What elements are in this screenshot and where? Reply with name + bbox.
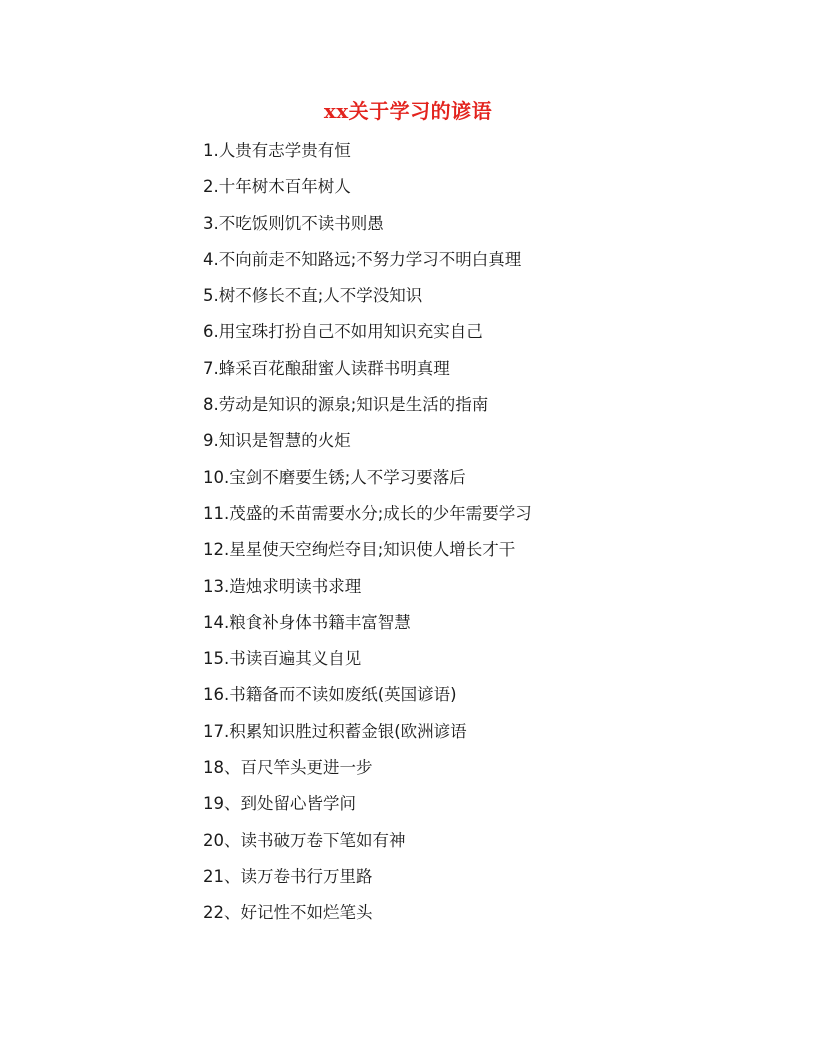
list-item: 6.用宝珠打扮自己不如用知识充实自己 (203, 322, 483, 342)
list-item: 9.知识是智慧的火炬 (203, 431, 351, 451)
list-item: 12.星星使天空绚烂夺目;知识使人增长才干 (203, 540, 516, 560)
list-item: 21、读万卷书行万里路 (203, 866, 373, 886)
list-item: 8.劳动是知识的源泉;知识是生活的指南 (203, 395, 489, 415)
list-item: 11.茂盛的禾苗需要水分;成长的少年需要学习 (203, 503, 532, 523)
list-item: 2.十年树木百年树人 (203, 177, 351, 197)
list-item: 20、读书破万卷下笔如有神 (203, 830, 406, 850)
list-item: 17.积累知识胜过积蓄金银(欧洲谚语 (203, 721, 467, 741)
list-item: 18、百尺竿头更进一步 (203, 758, 373, 778)
list-item: 14.粮食补身体书籍丰富智慧 (203, 612, 411, 632)
list-item: 5.树不修长不直;人不学没知识 (203, 286, 423, 306)
list-item: 3.不吃饭则饥不读书则愚 (203, 213, 384, 233)
list-item: 4.不向前走不知路远;不努力学习不明白真理 (203, 249, 522, 269)
list-item: 19、到处留心皆学问 (203, 794, 356, 814)
list-item: 22、好记性不如烂笔头 (203, 903, 373, 923)
proverb-list (203, 138, 763, 937)
list-item: 15.书读百遍其义自见 (203, 649, 362, 669)
list-item: 13.造烛求明读书求理 (203, 576, 362, 596)
list-item: 10.宝剑不磨要生锈;人不学习要落后 (203, 467, 466, 487)
list-item: 1.人贵有志学贵有恒 (203, 141, 351, 160)
list-item: 7.蜂采百花酿甜蜜人读群书明真理 (203, 358, 450, 378)
page-title: xx关于学习的谚语 (323, 99, 493, 123)
list-item: 16.书籍备而不读如废纸(英国谚语) (203, 685, 457, 705)
